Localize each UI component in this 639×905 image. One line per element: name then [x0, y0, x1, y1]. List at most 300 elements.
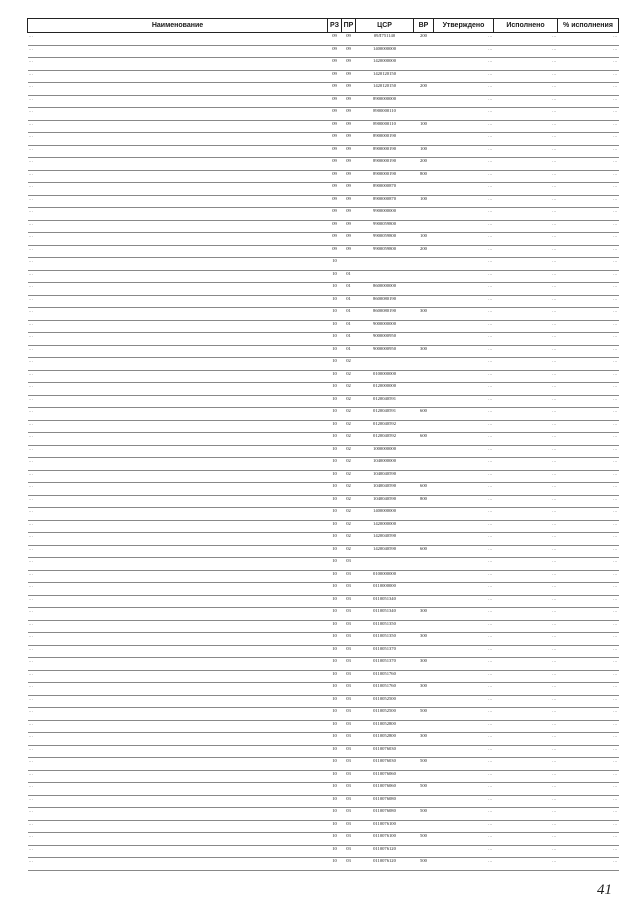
cell-csr: 8900000190	[356, 158, 414, 171]
cell-name: …	[28, 845, 328, 858]
cell-pr: 03	[342, 558, 356, 571]
cell-percent: …	[558, 470, 619, 483]
cell-pr: 03	[342, 683, 356, 696]
cell-vr: 600	[414, 483, 434, 496]
cell-rz: 10	[328, 470, 342, 483]
cell-vr: 300	[414, 633, 434, 646]
cell-name: …	[28, 708, 328, 721]
cell-name: …	[28, 770, 328, 783]
cell-pr: 09	[342, 145, 356, 158]
cell-percent: …	[558, 658, 619, 671]
cell-rz: 10	[328, 783, 342, 796]
table-row	[28, 833, 619, 846]
table-row	[28, 358, 619, 371]
cell-executed: …	[494, 420, 558, 433]
cell-rz: 10	[328, 645, 342, 658]
cell-percent: …	[558, 645, 619, 658]
cell-executed: …	[494, 33, 558, 46]
cell-approved: …	[434, 258, 494, 271]
table-row	[28, 108, 619, 121]
cell-executed: …	[494, 658, 558, 671]
cell-vr	[414, 420, 434, 433]
cell-vr: 200	[414, 33, 434, 46]
cell-pr: 02	[342, 508, 356, 521]
cell-name: …	[28, 170, 328, 183]
cell-executed: …	[494, 558, 558, 571]
table-row	[28, 670, 619, 683]
cell-csr: 0120040592	[356, 420, 414, 433]
budget-report-page	[27, 18, 618, 871]
cell-approved: …	[434, 833, 494, 846]
cell-name: …	[28, 395, 328, 408]
cell-csr: 1040000000	[356, 458, 414, 471]
cell-executed: …	[494, 745, 558, 758]
cell-name: …	[28, 608, 328, 621]
cell-csr: 8900000870	[356, 195, 414, 208]
cell-name: …	[28, 733, 328, 746]
cell-percent: …	[558, 758, 619, 771]
cell-approved: …	[434, 795, 494, 808]
cell-rz: 10	[328, 795, 342, 808]
cell-executed: …	[494, 108, 558, 121]
cell-name: …	[28, 408, 328, 421]
cell-percent: …	[558, 383, 619, 396]
cell-pr: 03	[342, 633, 356, 646]
cell-executed: …	[494, 195, 558, 208]
cell-executed: …	[494, 233, 558, 246]
table-row	[28, 433, 619, 446]
cell-rz: 10	[328, 408, 342, 421]
cell-executed: …	[494, 70, 558, 83]
cell-percent: …	[558, 283, 619, 296]
cell-pr: 02	[342, 383, 356, 396]
cell-name: …	[28, 195, 328, 208]
table-row	[28, 470, 619, 483]
cell-name: …	[28, 345, 328, 358]
table-row	[28, 133, 619, 146]
cell-percent: …	[558, 783, 619, 796]
cell-csr: 1040040590	[356, 470, 414, 483]
table-row	[28, 45, 619, 58]
cell-name: …	[28, 645, 328, 658]
cell-approved: …	[434, 95, 494, 108]
cell-pr: 03	[342, 620, 356, 633]
cell-name: …	[28, 108, 328, 121]
cell-executed: …	[494, 258, 558, 271]
cell-approved: …	[434, 733, 494, 746]
cell-executed: …	[494, 208, 558, 221]
table-row	[28, 808, 619, 821]
cell-name: …	[28, 183, 328, 196]
cell-vr	[414, 45, 434, 58]
cell-percent: …	[558, 408, 619, 421]
table-row	[28, 308, 619, 321]
cell-executed: …	[494, 545, 558, 558]
cell-rz: 09	[328, 170, 342, 183]
cell-percent: …	[558, 583, 619, 596]
cell-pr: 03	[342, 845, 356, 858]
cell-vr	[414, 820, 434, 833]
table-row	[28, 183, 619, 196]
cell-vr	[414, 770, 434, 783]
cell-name: …	[28, 258, 328, 271]
cell-vr	[414, 358, 434, 371]
cell-rz: 10	[328, 745, 342, 758]
cell-csr: 8600000000	[356, 283, 414, 296]
table-row	[28, 395, 619, 408]
table-row	[28, 508, 619, 521]
cell-pr: 09	[342, 158, 356, 171]
cell-executed: …	[494, 720, 558, 733]
cell-executed: …	[494, 345, 558, 358]
cell-percent: …	[558, 45, 619, 58]
cell-executed: …	[494, 708, 558, 721]
cell-name: …	[28, 695, 328, 708]
cell-vr: 200	[414, 83, 434, 96]
cell-pr: 02	[342, 458, 356, 471]
cell-csr: 8900000110	[356, 108, 414, 121]
cell-name: …	[28, 145, 328, 158]
cell-csr: 1420040590	[356, 545, 414, 558]
cell-percent: …	[558, 370, 619, 383]
cell-executed: …	[494, 595, 558, 608]
cell-csr: 0100000000	[356, 370, 414, 383]
table-row	[28, 408, 619, 421]
cell-rz: 10	[328, 258, 342, 271]
cell-percent: …	[558, 120, 619, 133]
cell-approved: …	[434, 120, 494, 133]
cell-csr: 8600080190	[356, 295, 414, 308]
cell-vr: 500	[414, 833, 434, 846]
table-body	[28, 33, 619, 871]
cell-percent: …	[558, 558, 619, 571]
table-row	[28, 208, 619, 221]
cell-name: …	[28, 558, 328, 571]
cell-approved: …	[434, 133, 494, 146]
cell-pr: 02	[342, 433, 356, 446]
table-row	[28, 645, 619, 658]
cell-vr	[414, 745, 434, 758]
cell-approved: …	[434, 408, 494, 421]
cell-percent: …	[558, 458, 619, 471]
cell-csr: 0110076030	[356, 758, 414, 771]
cell-executed: …	[494, 145, 558, 158]
table-row	[28, 345, 619, 358]
cell-executed: …	[494, 820, 558, 833]
cell-approved: …	[434, 770, 494, 783]
table-row	[28, 283, 619, 296]
cell-csr: 0120040592	[356, 433, 414, 446]
cell-vr: 800	[414, 170, 434, 183]
cell-executed: …	[494, 383, 558, 396]
table-row	[28, 558, 619, 571]
cell-percent: …	[558, 333, 619, 346]
cell-percent: …	[558, 108, 619, 121]
cell-csr: 0110052800	[356, 720, 414, 733]
cell-name: …	[28, 820, 328, 833]
cell-pr: 01	[342, 320, 356, 333]
cell-vr	[414, 258, 434, 271]
cell-executed: …	[494, 183, 558, 196]
cell-name: …	[28, 308, 328, 321]
table-row	[28, 420, 619, 433]
cell-approved: …	[434, 820, 494, 833]
cell-percent: …	[558, 308, 619, 321]
cell-approved: …	[434, 470, 494, 483]
cell-rz: 10	[328, 758, 342, 771]
cell-pr: 09	[342, 83, 356, 96]
cell-rz: 10	[328, 483, 342, 496]
cell-approved: …	[434, 495, 494, 508]
cell-percent: …	[558, 620, 619, 633]
cell-approved: …	[434, 633, 494, 646]
cell-pr: 02	[342, 420, 356, 433]
cell-rz: 10	[328, 733, 342, 746]
cell-percent: …	[558, 420, 619, 433]
cell-pr: 03	[342, 570, 356, 583]
cell-csr	[356, 358, 414, 371]
table-row	[28, 220, 619, 233]
cell-rz: 09	[328, 108, 342, 121]
cell-name: …	[28, 283, 328, 296]
cell-csr: 0110051340	[356, 595, 414, 608]
cell-pr: 03	[342, 858, 356, 871]
cell-csr: 8900000870	[356, 183, 414, 196]
cell-vr	[414, 295, 434, 308]
cell-name: …	[28, 858, 328, 871]
cell-executed: …	[494, 758, 558, 771]
cell-vr: 200	[414, 158, 434, 171]
cell-name: …	[28, 595, 328, 608]
cell-executed: …	[494, 170, 558, 183]
cell-rz: 10	[328, 583, 342, 596]
cell-csr: 1420000000	[356, 58, 414, 71]
cell-name: …	[28, 683, 328, 696]
cell-vr	[414, 220, 434, 233]
cell-vr	[414, 583, 434, 596]
cell-approved: …	[434, 170, 494, 183]
cell-csr: 0110052800	[356, 733, 414, 746]
table-row	[28, 383, 619, 396]
cell-csr: 8600080190	[356, 308, 414, 321]
cell-approved: …	[434, 458, 494, 471]
cell-pr: 03	[342, 645, 356, 658]
cell-vr	[414, 320, 434, 333]
table-row	[28, 58, 619, 71]
cell-percent: …	[558, 720, 619, 733]
cell-csr	[356, 258, 414, 271]
cell-executed: …	[494, 158, 558, 171]
cell-vr	[414, 58, 434, 71]
cell-csr: 0110076120	[356, 858, 414, 871]
cell-pr: 02	[342, 395, 356, 408]
cell-rz: 10	[328, 658, 342, 671]
cell-vr	[414, 108, 434, 121]
cell-pr: 01	[342, 308, 356, 321]
cell-pr: 01	[342, 333, 356, 346]
cell-pr: 09	[342, 245, 356, 258]
cell-rz: 10	[328, 820, 342, 833]
cell-csr: 8900000110	[356, 120, 414, 133]
cell-csr: 0110051370	[356, 658, 414, 671]
cell-rz: 10	[328, 633, 342, 646]
table-row	[28, 95, 619, 108]
cell-csr: 1420000000	[356, 520, 414, 533]
cell-approved: …	[434, 783, 494, 796]
cell-name: …	[28, 320, 328, 333]
cell-percent: …	[558, 508, 619, 521]
cell-percent: …	[558, 270, 619, 283]
cell-vr: 300	[414, 733, 434, 746]
cell-approved: …	[434, 608, 494, 621]
cell-csr: 0110051350	[356, 620, 414, 633]
cell-pr: 03	[342, 745, 356, 758]
cell-pr: 09	[342, 58, 356, 71]
cell-pr: 09	[342, 195, 356, 208]
cell-csr: 0110000000	[356, 583, 414, 596]
cell-csr: 0110052500	[356, 695, 414, 708]
col-header-approved: Утверждено	[434, 19, 494, 33]
cell-name: …	[28, 333, 328, 346]
cell-executed: …	[494, 608, 558, 621]
cell-name: …	[28, 758, 328, 771]
cell-percent: …	[558, 183, 619, 196]
cell-vr	[414, 508, 434, 521]
col-header-name: Наименование	[28, 19, 328, 33]
cell-executed: …	[494, 45, 558, 58]
cell-executed: …	[494, 533, 558, 546]
cell-approved: …	[434, 708, 494, 721]
cell-approved: …	[434, 220, 494, 233]
cell-executed: …	[494, 583, 558, 596]
cell-name: …	[28, 33, 328, 46]
cell-executed: …	[494, 58, 558, 71]
cell-percent: …	[558, 295, 619, 308]
table-row	[28, 145, 619, 158]
cell-executed: …	[494, 358, 558, 371]
cell-executed: …	[494, 783, 558, 796]
cell-rz: 10	[328, 395, 342, 408]
cell-name: …	[28, 208, 328, 221]
cell-vr: 300	[414, 308, 434, 321]
cell-percent: …	[558, 683, 619, 696]
cell-pr: 03	[342, 720, 356, 733]
cell-percent: …	[558, 795, 619, 808]
cell-name: …	[28, 620, 328, 633]
cell-rz: 10	[328, 595, 342, 608]
cell-vr: 300	[414, 608, 434, 621]
cell-pr: 03	[342, 708, 356, 721]
cell-vr	[414, 570, 434, 583]
table-row	[28, 533, 619, 546]
cell-pr: 03	[342, 808, 356, 821]
cell-csr: 0110076100	[356, 833, 414, 846]
cell-approved: …	[434, 333, 494, 346]
cell-name: …	[28, 495, 328, 508]
cell-pr: 03	[342, 733, 356, 746]
cell-pr: 03	[342, 583, 356, 596]
cell-approved: …	[434, 658, 494, 671]
table-row	[28, 195, 619, 208]
cell-vr	[414, 645, 434, 658]
cell-csr: 9900059800	[356, 220, 414, 233]
cell-approved: …	[434, 670, 494, 683]
cell-vr	[414, 333, 434, 346]
cell-rz: 09	[328, 33, 342, 46]
cell-approved: …	[434, 683, 494, 696]
cell-csr: 9000000950	[356, 333, 414, 346]
cell-vr	[414, 183, 434, 196]
cell-csr: 0110051340	[356, 608, 414, 621]
cell-vr	[414, 720, 434, 733]
cell-csr: 1400000000	[356, 508, 414, 521]
cell-percent: …	[558, 170, 619, 183]
cell-approved: …	[434, 45, 494, 58]
table-row	[28, 708, 619, 721]
cell-vr	[414, 208, 434, 221]
table-row	[28, 495, 619, 508]
cell-csr: 0110076060	[356, 770, 414, 783]
cell-approved: …	[434, 358, 494, 371]
cell-pr: 02	[342, 533, 356, 546]
cell-csr: 0110076080	[356, 795, 414, 808]
table-row	[28, 158, 619, 171]
cell-approved: …	[434, 395, 494, 408]
cell-percent: …	[558, 520, 619, 533]
cell-approved: …	[434, 370, 494, 383]
table-row	[28, 608, 619, 621]
cell-vr: 500	[414, 708, 434, 721]
cell-rz: 10	[328, 720, 342, 733]
cell-rz: 10	[328, 708, 342, 721]
cell-pr: 02	[342, 470, 356, 483]
cell-rz: 10	[328, 833, 342, 846]
cell-csr: 1420120150	[356, 83, 414, 96]
cell-rz: 09	[328, 158, 342, 171]
col-header-pr: ПР	[342, 19, 356, 33]
cell-vr	[414, 283, 434, 296]
cell-vr: 600	[414, 433, 434, 446]
cell-csr: 1040040590	[356, 483, 414, 496]
cell-vr	[414, 520, 434, 533]
table-row	[28, 33, 619, 46]
cell-executed: …	[494, 83, 558, 96]
cell-rz: 09	[328, 58, 342, 71]
cell-rz: 10	[328, 508, 342, 521]
cell-pr: 01	[342, 270, 356, 283]
cell-name: …	[28, 508, 328, 521]
cell-pr: 09	[342, 208, 356, 221]
cell-csr: 0110051370	[356, 645, 414, 658]
cell-executed: …	[494, 695, 558, 708]
table-row	[28, 570, 619, 583]
cell-executed: …	[494, 833, 558, 846]
cell-vr: 300	[414, 683, 434, 696]
cell-pr: 09	[342, 120, 356, 133]
cell-percent: …	[558, 195, 619, 208]
cell-csr: 0110076080	[356, 808, 414, 821]
cell-executed: …	[494, 333, 558, 346]
cell-vr	[414, 395, 434, 408]
cell-approved: …	[434, 558, 494, 571]
cell-approved: …	[434, 233, 494, 246]
cell-name: …	[28, 383, 328, 396]
cell-percent: …	[558, 770, 619, 783]
cell-csr: 0120000000	[356, 383, 414, 396]
cell-executed: …	[494, 520, 558, 533]
cell-percent: …	[558, 733, 619, 746]
cell-name: …	[28, 370, 328, 383]
